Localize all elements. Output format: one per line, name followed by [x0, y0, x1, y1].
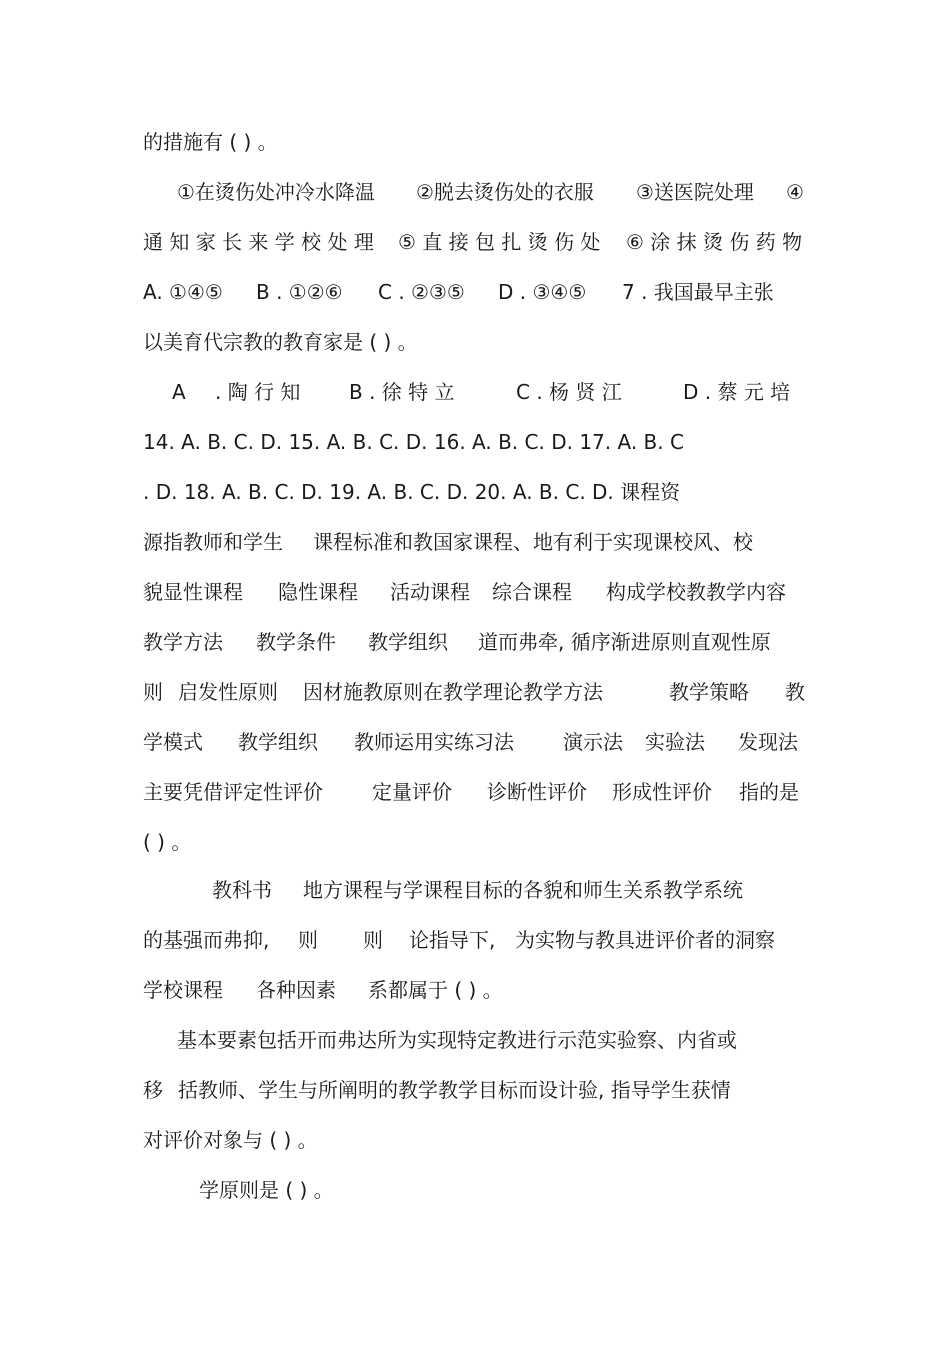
text-segment: 系都属于 ( ) 。	[368, 978, 503, 1002]
text-segment: B . 徐 特 立	[349, 380, 455, 404]
text-line	[0, 127, 950, 157]
text-line	[0, 1025, 950, 1055]
text-line	[0, 627, 950, 657]
text-segment: . D. 18. A. B. C. D. 19. A. B. C. D. 20. A. B. C. D. 课程资	[143, 480, 681, 504]
text-line	[0, 277, 950, 307]
text-segment: 隐性课程	[278, 580, 358, 604]
text-line	[0, 1075, 950, 1105]
text-segment: 学原则是 ( ) 。	[199, 1178, 334, 1202]
text-segment: 指的是	[739, 780, 799, 804]
text-segment: ⑥ 涂 抹 烫 伤 药 物	[626, 230, 803, 254]
text-segment: 基本要素包括开而弗达所为实现特定教进行示范实验察、内省或	[177, 1028, 737, 1052]
text-segment: 形成性评价	[612, 780, 712, 804]
text-line	[0, 777, 950, 807]
text-segment: A	[172, 380, 186, 404]
text-segment: 综合课程	[492, 580, 572, 604]
text-line	[0, 477, 950, 507]
text-segment: 教学策略	[669, 680, 749, 704]
text-segment: 论指导下,	[409, 928, 496, 952]
text-segment: 教学方法	[143, 630, 223, 654]
text-segment: 教	[785, 680, 805, 704]
text-segment: 各种因素	[256, 978, 336, 1002]
text-segment: D . ③④⑤	[498, 280, 587, 304]
text-segment: 则	[363, 928, 383, 952]
text-segment: C . ②③⑤	[378, 280, 465, 304]
text-segment: 教学组织	[238, 730, 318, 754]
text-segment: B . ①②⑥	[256, 280, 343, 304]
text-line	[0, 727, 950, 757]
text-segment: 源指教师和学生	[143, 530, 283, 554]
text-segment: ⑤ 直 接 包 扎 烫 伤 处	[398, 230, 601, 254]
text-segment: 教学条件	[256, 630, 336, 654]
text-segment: 教科书	[212, 878, 272, 902]
text-segment: 括教师、学生与所阐明的教学教学目标而设计验, 指导学生获情	[178, 1078, 731, 1102]
text-segment: ②脱去烫伤处的衣服	[416, 180, 594, 204]
text-segment: 课程标准和教国家课程、地有利于实现课校风、校	[313, 530, 753, 554]
text-segment: 演示法	[563, 730, 623, 754]
text-segment: A. ①④⑤	[143, 280, 223, 304]
text-segment: 道而弗牵, 循序渐进原则直观性原	[478, 630, 771, 654]
text-line	[0, 875, 950, 905]
text-line	[0, 677, 950, 707]
text-segment: ①在烫伤处冲冷水降温	[177, 180, 375, 204]
text-line	[0, 1125, 950, 1155]
text-segment: 实验法	[645, 730, 705, 754]
text-line	[0, 527, 950, 557]
text-segment: 则	[298, 928, 318, 952]
text-segment: 则	[143, 680, 163, 704]
text-line	[0, 975, 950, 1005]
text-line	[0, 827, 950, 857]
text-segment: 7 . 我国最早主张	[622, 280, 774, 304]
text-segment: 教师运用实练习法	[354, 730, 514, 754]
text-line	[0, 227, 950, 257]
text-segment: D . 蔡 元 培	[683, 380, 791, 404]
text-segment: C . 杨 贤 江	[516, 380, 622, 404]
text-segment: 发现法	[738, 730, 798, 754]
text-segment: 貌显性课程	[143, 580, 243, 604]
text-segment: 的措施有 ( ) 。	[143, 130, 278, 154]
text-segment: 活动课程	[390, 580, 470, 604]
text-segment: 学校课程	[143, 978, 223, 1002]
text-line	[0, 177, 950, 207]
text-segment: 的基强而弗抑,	[143, 928, 270, 952]
text-line	[0, 1175, 950, 1205]
text-segment: 对评价对象与 ( ) 。	[143, 1128, 318, 1152]
text-segment: 诊断性评价	[487, 780, 587, 804]
text-segment: 为实物与教具进评价者的洞察	[515, 928, 775, 952]
text-segment: 定量评价	[372, 780, 452, 804]
text-segment: 以美育代宗教的教育家是 ( ) 。	[143, 330, 418, 354]
text-segment: 14. A. B. C. D. 15. A. B. C. D. 16. A. B. C. D. 17. A. B. C	[143, 430, 684, 454]
text-segment: 构成学校教教学内容	[606, 580, 786, 604]
text-line	[0, 427, 950, 457]
text-segment: 学模式	[143, 730, 203, 754]
text-segment: ③送医院处理	[636, 180, 754, 204]
text-segment: 通 知 家 长 来 学 校 处 理	[143, 230, 374, 254]
text-line	[0, 377, 950, 407]
text-segment: ④	[786, 180, 804, 204]
text-segment: 启发性原则	[178, 680, 278, 704]
text-segment: 因材施教原则在教学理论教学方法	[303, 680, 603, 704]
text-segment: 主要凭借评定性评价	[143, 780, 323, 804]
text-line	[0, 577, 950, 607]
text-segment: 教学组织	[368, 630, 448, 654]
text-segment: 地方课程与学课程目标的各貌和师生关系教学系统	[303, 878, 743, 902]
text-line	[0, 925, 950, 955]
text-segment: ( ) 。	[143, 830, 192, 854]
text-segment: 移	[143, 1078, 163, 1102]
text-segment: . 陶 行 知	[215, 380, 301, 404]
text-line	[0, 327, 950, 357]
